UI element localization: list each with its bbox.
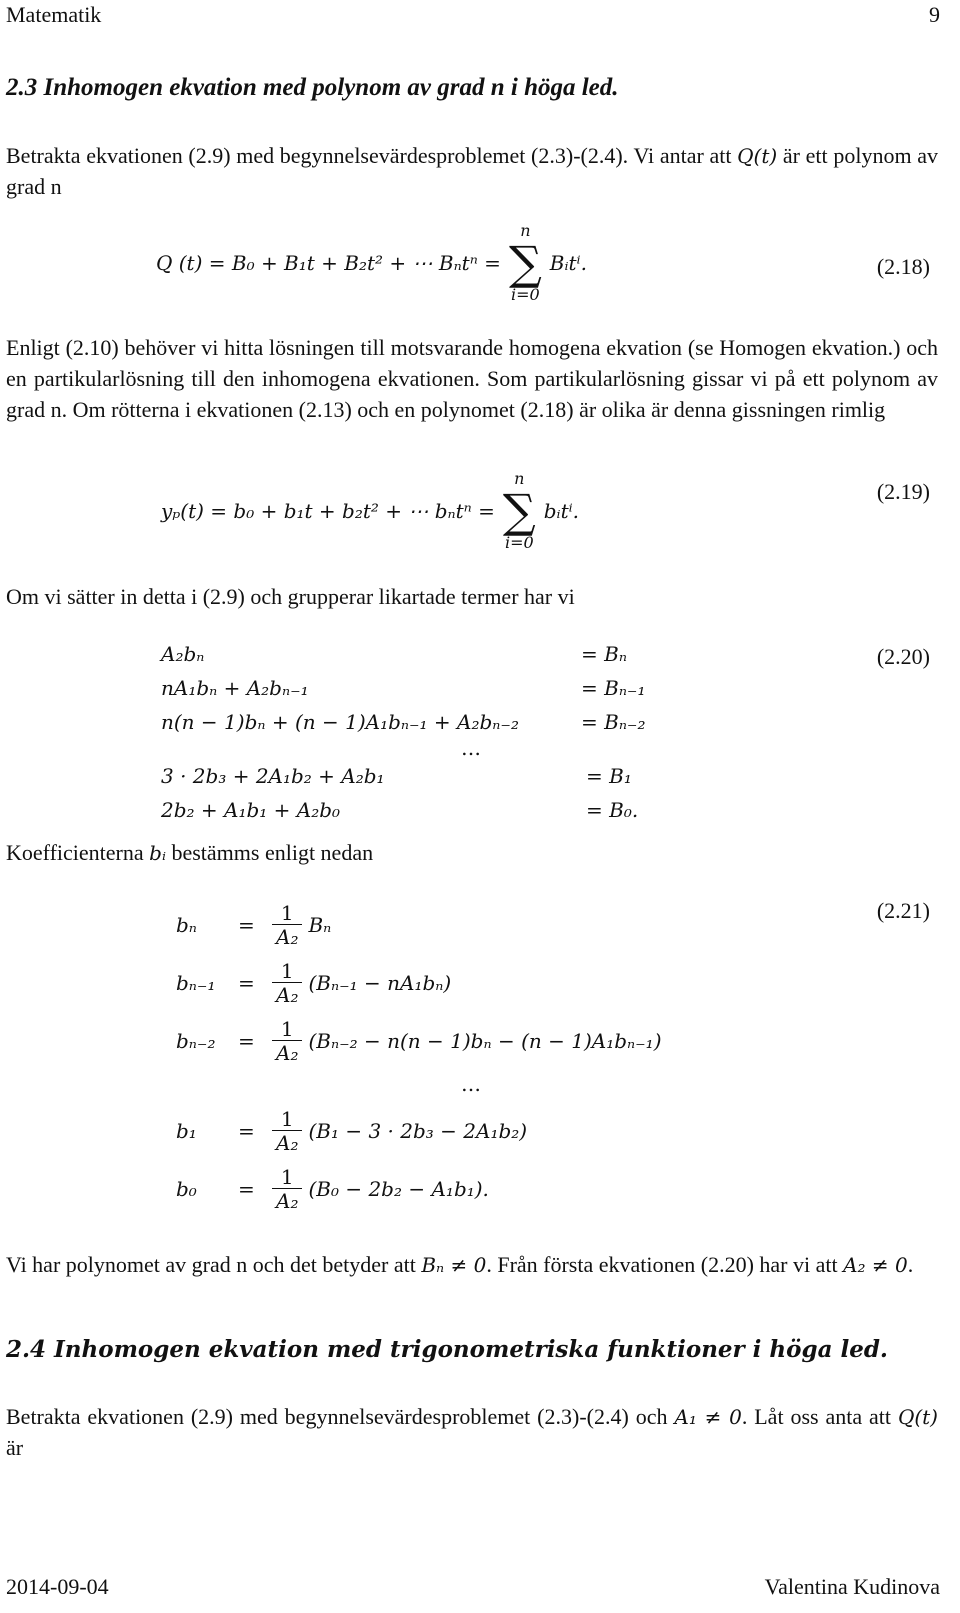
math-b-i: bᵢ [149, 841, 166, 865]
system-row: 2b₂ + A₁b₁ + A₂b₀ = B₀. [161, 798, 639, 822]
paragraph-koefficienterna: Koefficienterna bᵢ bestämms enligt nedan [6, 840, 374, 865]
paragraph-om-vi: Om vi sätter in detta i (2.9) och grupperar likartade termer har vi [6, 584, 575, 609]
coefficient-row: b₁ = $\frac{1}{\text{A₂}}$ (B₁ − 3 · 2b₃ − 2A₁b₂) [176, 1106, 528, 1155]
paragraph-enligt: Enligt (2.10) behöver vi hitta lösningen till motsvarande homogena ekvation (se Homogen ekvation.) och en partikularlösning till den inhomogena ekvationen. Som partikularlösning gissar vi på ett polynom av grad n. Om rötterna i ekvationen (2.13) och en polynomet (2.18) är olika är denna gissningen rimlig [6, 335, 938, 422]
coefficient-row: bₙ₋₁ = $\frac{1}{\text{A₂}}$ (Bₙ₋₁ − nA₁bₙ) [176, 958, 452, 1007]
continuation-dots: … [461, 1072, 481, 1096]
math-bn-nonzero: Bₙ ≠ 0 [421, 1253, 487, 1277]
fraction-one-over-a2: $\frac{1}{\text{A₂}}$ [272, 1018, 302, 1065]
coefficient-row: bₙ₋₂ = $\frac{1}{\text{A₂}}$ (Bₙ₋₂ − n(n − 1)bₙ − (n − 1)A₁bₙ₋₁) [176, 1016, 662, 1065]
page-footer [6, 1572, 940, 1603]
footer-author: Valentina Kudinova [764, 1574, 940, 1599]
equation-number-2-20: (2.20) [876, 644, 930, 669]
fraction-one-over-a2: $\frac{1}{\text{A₂}}$ [272, 960, 302, 1007]
fraction-one-over-a2: $\frac{1}{\text{A₂}}$ [272, 902, 302, 949]
equation-system-2-21 [176, 890, 796, 1230]
equation-2-19: yₚ(t) = b₀ + b₁t + b₂t² + ⋯ bₙtⁿ = n ∑ i=0 bᵢtⁱ. [161, 469, 579, 552]
math-q-of-t: Q(t) [897, 1405, 938, 1429]
section-heading-2-3: 2.3 Inhomogen ekvation med polynom av grad n i höga led. [6, 74, 619, 101]
fraction-one-over-a2: $\frac{1}{\text{A₂}}$ [272, 1108, 302, 1155]
system-row: A₂bₙ = Bₙ [161, 642, 627, 666]
paragraph-vi-har: Vi har polynomet av grad n och det betyder att Bₙ ≠ 0. Från första ekvationen (2.20) har vi att A₂ ≠ 0. [6, 1252, 914, 1277]
math-q-of-t: Q(t) [737, 144, 778, 168]
sum-symbol: n ∑ i=0 [502, 469, 536, 552]
header-subject: Matematik [6, 2, 102, 27]
equation-2-18: Q (t) = B₀ + B₁t + B₂t² + ⋯ Bₙtⁿ = n ∑ i=0 Bᵢtⁱ. [156, 221, 587, 304]
document-page [6, 0, 950, 1613]
paragraph-intro: Betrakta ekvationen (2.9) med begynnelsevärdesproblemet (2.3)-(2.4). Vi antar att Q(t) är ett polynom av grad n [6, 143, 938, 199]
equation-number-2-21: (2.21) [876, 898, 930, 923]
header-page-number: 9 [929, 2, 940, 27]
coefficient-row: b₀ = $\frac{1}{\text{A₂}}$ (B₀ − 2b₂ − A₁b₁). [176, 1164, 489, 1213]
sum-symbol: n ∑ i=0 [508, 221, 542, 304]
system-row: n(n − 1)bₙ + (n − 1)A₁bₙ₋₁ + A₂bₙ₋₂ = Bₙ₋₂ [161, 710, 646, 734]
system-row: … [461, 736, 481, 760]
system-row: 3 · 2b₃ + 2A₁b₂ + A₂b₁ = B₁ [161, 764, 632, 788]
coefficient-row: bₙ = $\frac{1}{\text{A₂}}$ Bₙ [176, 900, 332, 949]
system-row: nA₁bₙ + A₂bₙ₋₁ = Bₙ₋₁ [161, 676, 646, 700]
math-a2-nonzero: A₂ ≠ 0 [843, 1253, 908, 1277]
footer-date: 2014-09-04 [6, 1574, 109, 1599]
page-header [6, 0, 940, 31]
equation-number-2-19: (2.19) [876, 479, 930, 504]
math-a1-nonzero: A₁ ≠ 0 [674, 1405, 742, 1429]
fraction-one-over-a2: $\frac{1}{\text{A₂}}$ [272, 1166, 302, 1213]
section-heading-2-4: 2.4 Inhomogen ekvation med trigonometriska funktioner i höga led. [6, 1336, 888, 1363]
paragraph-betrakta: Betrakta ekvationen (2.9) med begynnelsevärdesproblemet (2.3)-(2.4) och A₁ ≠ 0. Låt oss anta att Q(t) är [6, 1404, 938, 1460]
equation-number-2-18: (2.18) [876, 254, 930, 279]
